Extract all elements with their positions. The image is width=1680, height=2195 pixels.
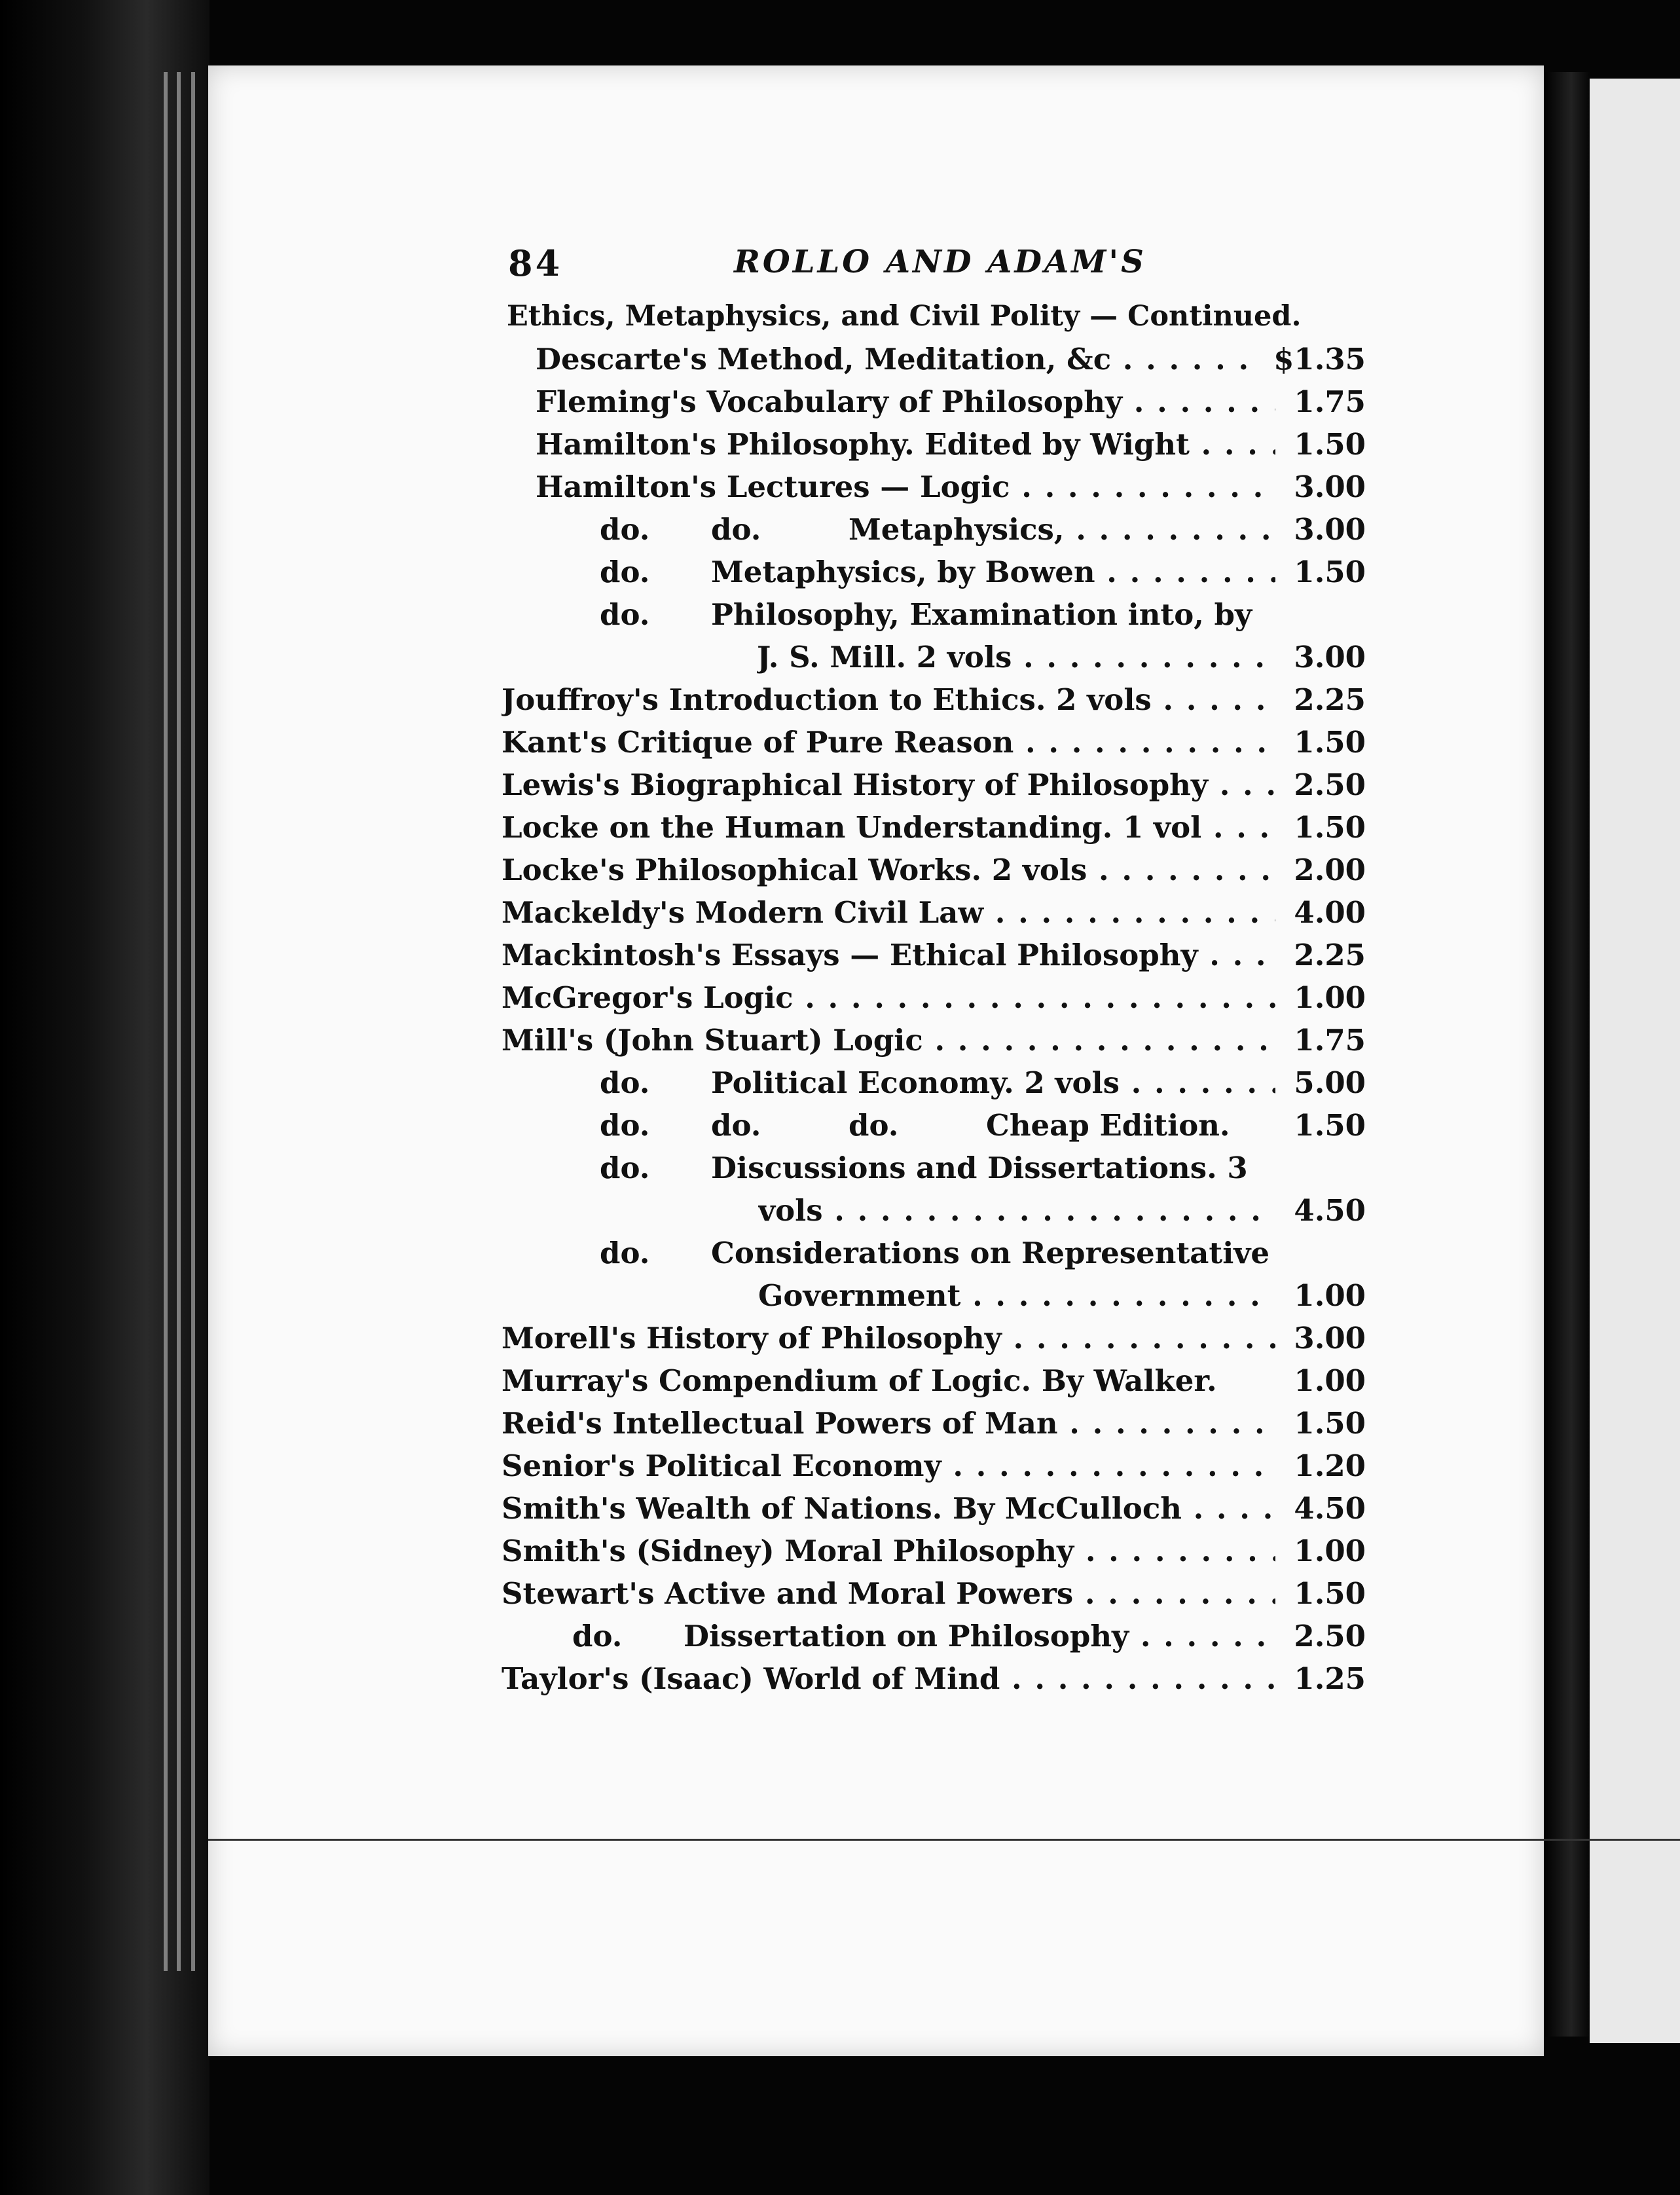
- catalog-entry: [502, 1151, 1366, 1193]
- catalog-entry: [502, 1619, 1366, 1661]
- catalog-entry: [502, 725, 1366, 767]
- entry-price: 1.50: [1294, 810, 1366, 845]
- entry-title: Cheap Edition.: [986, 1108, 1230, 1143]
- entry-title: Political Economy. 2 vols: [711, 1065, 1120, 1100]
- running-head: [502, 236, 1366, 295]
- entry-price: 3.00: [1294, 640, 1366, 674]
- ditto-mark: do.: [600, 1151, 650, 1185]
- running-title: ROLLO AND ADAM'S: [734, 244, 1146, 280]
- entry-title: Jouffroy's Introduction to Ethics. 2 vols . . .: [502, 682, 1275, 717]
- entry-title: J. S. Mill. 2 vols . . .: [757, 640, 1275, 674]
- catalog-entry: [502, 1108, 1366, 1151]
- catalog-entry: [502, 1236, 1366, 1278]
- entry-title: vols . . .: [758, 1193, 1275, 1228]
- catalog-entry: [502, 470, 1366, 512]
- section-continued: — Continued.: [1089, 300, 1302, 333]
- entry-title-group: [600, 597, 1275, 632]
- catalog-entry: [502, 682, 1366, 725]
- entry-title: Locke's Philosophical Works. 2 vols . . .: [502, 853, 1275, 887]
- entry-title: Philosophy, Examination into, by: [711, 597, 1252, 632]
- catalog-entry: [502, 1661, 1366, 1704]
- entry-price: 3.00: [1294, 470, 1366, 504]
- catalog-entry: [502, 1448, 1366, 1491]
- catalog-entry: [502, 810, 1366, 853]
- catalog-entry: [502, 1576, 1366, 1619]
- facing-page-edge: [1590, 79, 1680, 2043]
- catalog-entry: [502, 767, 1366, 810]
- ditto-mark: do.: [711, 1108, 761, 1143]
- ditto-mark: do.: [600, 1065, 650, 1100]
- ditto-mark: do.: [600, 1236, 650, 1270]
- entry-title: Considerations on Representative: [711, 1236, 1270, 1270]
- ditto-mark: do.: [600, 555, 650, 589]
- page-number: 84: [508, 242, 563, 284]
- catalog-entry: [502, 938, 1366, 980]
- entry-title: Locke on the Human Understanding. 1 vol . . .: [502, 810, 1275, 845]
- entry-title: Mill's (John Stuart) Logic . . .: [502, 1023, 1275, 1058]
- entry-price: 1.75: [1294, 384, 1366, 419]
- catalog-entry: [502, 427, 1366, 470]
- entry-title: Government . . .: [758, 1278, 1275, 1313]
- ditto-mark: do.: [600, 512, 650, 547]
- catalog-content: [502, 236, 1366, 1704]
- entry-price: 4.50: [1294, 1491, 1366, 1526]
- entry-price: 1.50: [1294, 1576, 1366, 1611]
- entry-title: Reid's Intellectual Powers of Man . . .: [502, 1406, 1275, 1441]
- entry-price: 1.00: [1294, 1534, 1366, 1568]
- catalog-entry: [502, 342, 1366, 384]
- catalog-entry: [502, 980, 1366, 1023]
- entry-price: 1.50: [1294, 1406, 1366, 1441]
- entry-price: $1.35: [1273, 342, 1366, 377]
- entry-price: 2.25: [1294, 682, 1366, 717]
- catalog-entry-continuation: [502, 1193, 1366, 1236]
- entry-price: 1.50: [1294, 725, 1366, 760]
- catalog-entry: [502, 512, 1366, 555]
- entry-title: Mackintosh's Essays — Ethical Philosophy . . .: [502, 938, 1275, 972]
- entry-title-group: [600, 1151, 1275, 1185]
- catalog-entry: [502, 1363, 1366, 1406]
- section-title: Ethics, Metaphysics, and Civil Polity: [507, 300, 1080, 333]
- ditto-mark: do.: [600, 597, 650, 632]
- gutter-shadow: [1544, 72, 1590, 2037]
- ditto-mark: do.: [600, 1108, 650, 1143]
- entry-price: 1.50: [1294, 427, 1366, 462]
- entry-title: Smith's Wealth of Nations. By McCulloch . . .: [502, 1491, 1275, 1526]
- ditto-mark: do.: [572, 1619, 623, 1653]
- entry-price: 1.00: [1294, 980, 1366, 1015]
- section-heading: [507, 300, 1366, 333]
- catalog-entry: [502, 555, 1366, 597]
- entry-title-group: [600, 555, 1275, 589]
- catalog-entry: [502, 597, 1366, 640]
- page-edge-line: [177, 72, 181, 1971]
- catalog-entry: [502, 384, 1366, 427]
- page-edge-line: [191, 72, 195, 1971]
- entry-price: 2.25: [1294, 938, 1366, 972]
- entry-title: Fleming's Vocabulary of Philosophy . . .: [536, 384, 1275, 419]
- entry-title: Senior's Political Economy . . .: [502, 1448, 1275, 1483]
- entry-price: 2.50: [1294, 767, 1366, 802]
- catalog-entry: [502, 1534, 1366, 1576]
- entry-price: 1.20: [1294, 1448, 1366, 1483]
- entry-price: 3.00: [1294, 1321, 1366, 1356]
- entry-title: Stewart's Active and Moral Powers . . .: [502, 1576, 1275, 1611]
- entry-title-group: [600, 1236, 1275, 1270]
- entry-title: Morell's History of Philosophy . . .: [502, 1321, 1275, 1356]
- entry-title-group: [600, 512, 1275, 547]
- entry-title: Discussions and Dissertations. 3: [711, 1151, 1248, 1185]
- entry-title: Kant's Critique of Pure Reason . . .: [502, 725, 1275, 760]
- ditto-mark: do.: [711, 512, 761, 547]
- entry-price: 5.00: [1294, 1065, 1366, 1100]
- entry-title-group: [600, 1065, 1275, 1100]
- entry-title: Hamilton's Philosophy. Edited by Wight . . .: [536, 427, 1275, 462]
- page-edge-line: [164, 72, 168, 1971]
- entry-title: Mackeldy's Modern Civil Law . . .: [502, 895, 1275, 930]
- entry-price: 3.00: [1294, 512, 1366, 547]
- catalog-entry: [502, 1065, 1366, 1108]
- entry-title: Hamilton's Lectures — Logic . . .: [536, 470, 1275, 504]
- catalog-entry: [502, 895, 1366, 938]
- entry-title: Descarte's Method, Meditation, &c . . .: [536, 342, 1262, 377]
- entry-title: Metaphysics,: [849, 512, 1065, 547]
- entry-title: Murray's Compendium of Logic. By Walker.: [502, 1363, 1217, 1398]
- book-spine: [0, 0, 210, 2195]
- entry-title-group: [572, 1619, 1275, 1653]
- entry-price: 2.00: [1294, 853, 1366, 887]
- entry-price: 1.25: [1294, 1661, 1366, 1696]
- entry-price: 4.50: [1294, 1193, 1366, 1228]
- catalog-entry: [502, 853, 1366, 895]
- entry-price: 2.50: [1294, 1619, 1366, 1653]
- entry-title: Dissertation on Philosophy: [684, 1619, 1129, 1653]
- entry-title: Lewis's Biographical History of Philosophy . . .: [502, 767, 1275, 802]
- catalog-entry-continuation: [502, 640, 1366, 682]
- entry-title-group: [600, 1108, 1275, 1143]
- entry-price: 1.75: [1294, 1023, 1366, 1058]
- catalog-entry: [502, 1491, 1366, 1534]
- entry-title: McGregor's Logic . . .: [502, 980, 1275, 1015]
- catalog-entry: [502, 1321, 1366, 1363]
- entry-title: Taylor's (Isaac) World of Mind . . .: [502, 1661, 1275, 1696]
- catalog-entry-continuation: [502, 1278, 1366, 1321]
- entry-price: 1.50: [1294, 555, 1366, 589]
- entry-title: Metaphysics, by Bowen: [711, 555, 1095, 589]
- entry-price: 4.00: [1294, 895, 1366, 930]
- entry-price: 1.00: [1294, 1363, 1366, 1398]
- catalog-entry: [502, 1023, 1366, 1065]
- catalog-entry: [502, 1406, 1366, 1448]
- ditto-mark: do.: [849, 1108, 899, 1143]
- entry-price: 1.00: [1294, 1278, 1366, 1313]
- entry-title: Smith's (Sidney) Moral Philosophy . . .: [502, 1534, 1275, 1568]
- scan-edge-line: [208, 1839, 1680, 1841]
- entry-price: 1.50: [1294, 1108, 1366, 1143]
